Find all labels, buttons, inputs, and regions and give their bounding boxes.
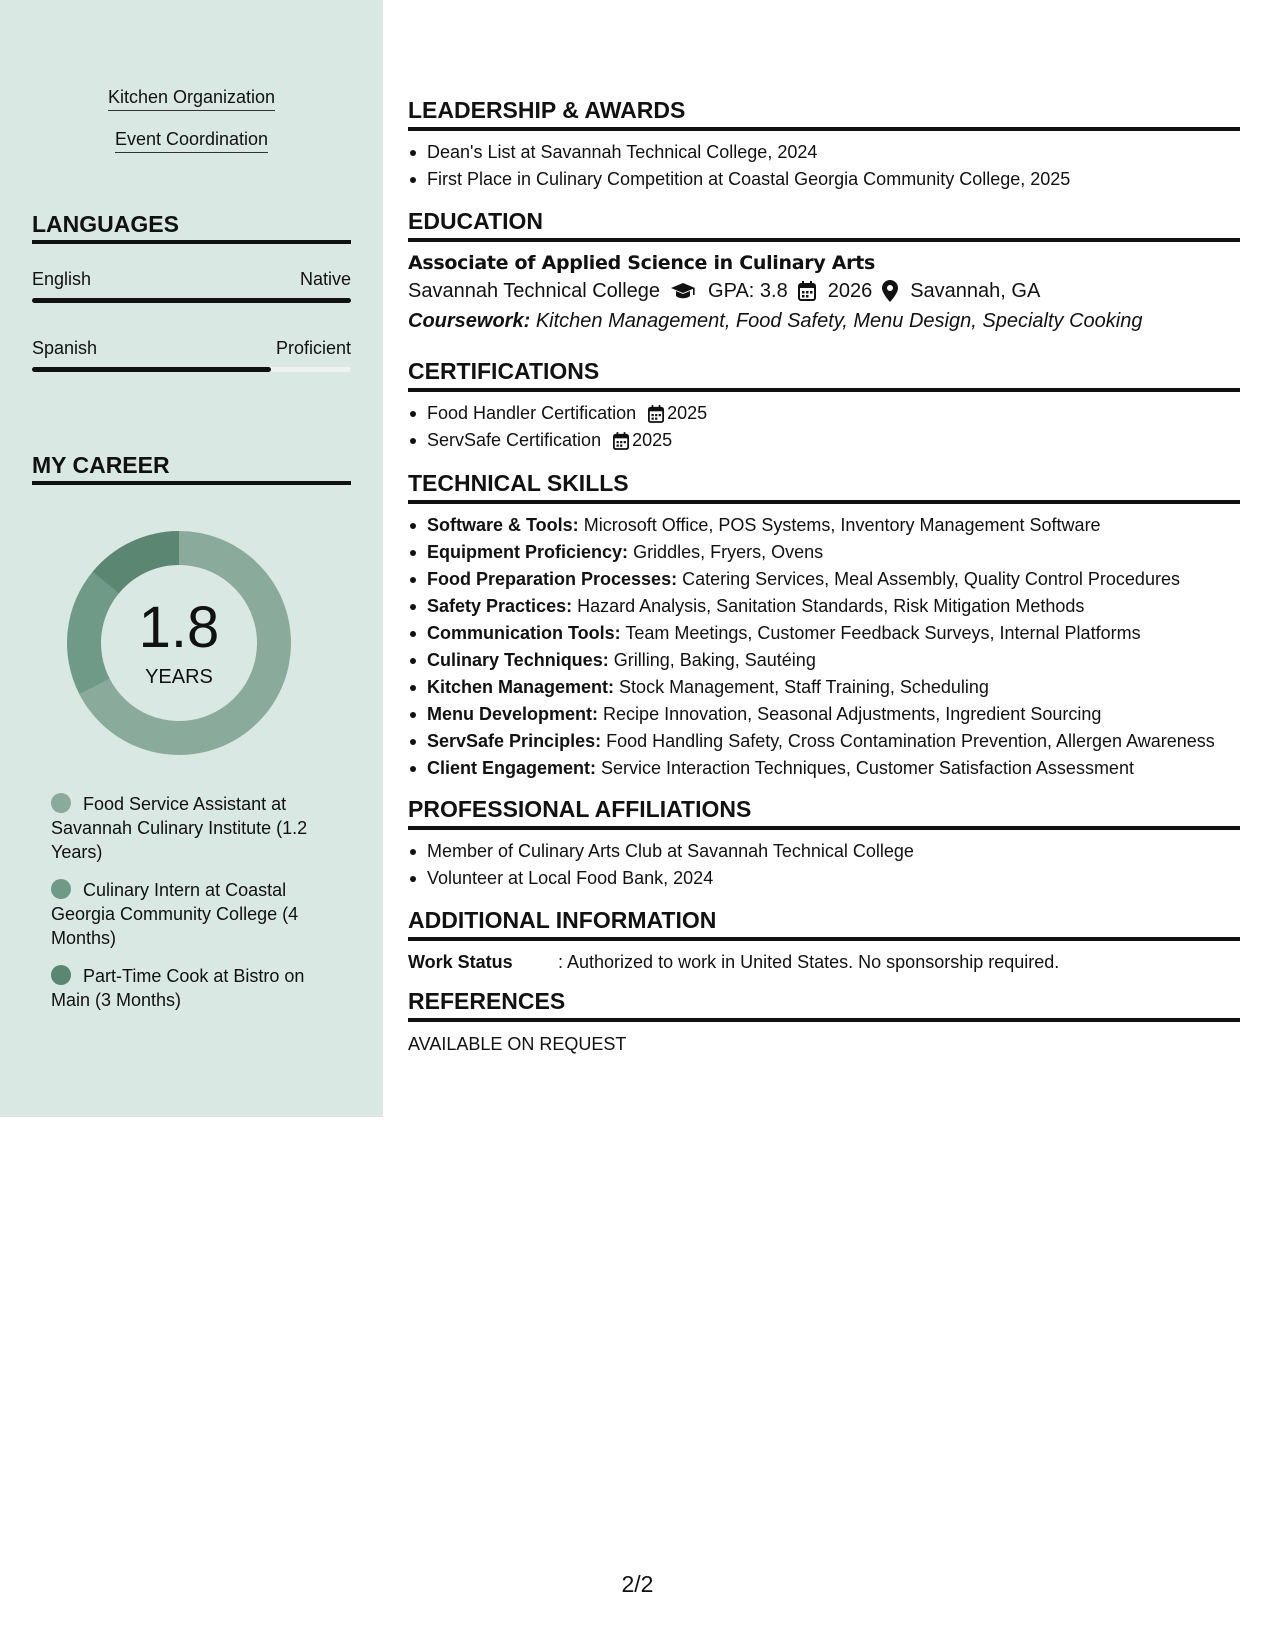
career-item-text: Food Service Assistant at Savannah Culinary Institute (1.2 Years) xyxy=(51,794,308,862)
calendar-icon xyxy=(648,405,664,423)
skill-value: Grilling, Baking, Sautéing xyxy=(613,650,816,670)
language-name: English xyxy=(32,269,92,289)
location-pin-icon xyxy=(882,280,898,302)
work-status-value: : Authorized to work in United States. No sponsorship required. xyxy=(558,952,1060,972)
skill-label: Client Engagement: xyxy=(427,758,597,778)
references-text: AVAILABLE ON REQUEST xyxy=(408,1034,627,1054)
coursework-label: Coursework: xyxy=(408,310,531,332)
calendar-icon xyxy=(613,432,629,450)
list-item xyxy=(408,400,1240,427)
skill-label: Food Preparation Processes: xyxy=(427,569,678,589)
list-item xyxy=(408,593,1240,620)
sidebar xyxy=(0,0,383,1117)
section-education xyxy=(408,207,1240,336)
career-total-unit: YEARS xyxy=(145,666,213,688)
skill-tag-kitchen-organization: Kitchen Organization xyxy=(108,86,275,111)
section-affiliations xyxy=(408,795,1240,892)
gpa: GPA: 3.8 xyxy=(708,280,788,302)
skill-value: Team Meetings, Customer Feedback Surveys, Internal Platforms xyxy=(625,623,1141,643)
career-item-text: Culinary Intern at Coastal Georgia Community College (4 Months) xyxy=(51,880,299,948)
language-bar-spanish xyxy=(32,367,351,372)
section-certifications xyxy=(408,357,1240,454)
list-item xyxy=(408,674,1240,701)
calendar-icon xyxy=(798,281,816,301)
section-title: LEADERSHIP & AWARDS xyxy=(408,96,1240,131)
skill-value: Hazard Analysis, Sanitation Standards, Risk Mitigation Methods xyxy=(577,596,1085,616)
certification-year: 2025 xyxy=(632,430,673,450)
work-status-row xyxy=(408,949,1240,976)
certification-name: ServSafe Certification xyxy=(427,430,602,450)
list-item xyxy=(408,755,1240,782)
career-item xyxy=(51,792,341,864)
career-heading: MY CAREER xyxy=(32,451,351,485)
list-item: First Place in Culinary Competition at Coastal Georgia Community College, 2025 xyxy=(408,166,1240,193)
skill-label: Equipment Proficiency: xyxy=(427,542,629,562)
skill-value: Service Interaction Techniques, Customer Satisfaction Assessment xyxy=(601,758,1134,778)
language-row-spanish xyxy=(32,337,351,359)
skill-label: Culinary Techniques: xyxy=(427,650,609,670)
section-title: TECHNICAL SKILLS xyxy=(408,469,1240,504)
section-title: REFERENCES xyxy=(408,987,1240,1022)
language-bar-english xyxy=(32,298,351,303)
section-technical-skills xyxy=(408,469,1240,782)
career-dot xyxy=(51,965,71,985)
career-item-text: Part-Time Cook at Bistro on Main (3 Months) xyxy=(51,966,305,1010)
degree-title: Associate of Applied Science in Culinary Arts xyxy=(408,252,875,274)
section-title: EDUCATION xyxy=(408,207,1240,242)
skill-value: Stock Management, Staff Training, Scheduling xyxy=(619,677,989,697)
list-item xyxy=(408,512,1240,539)
skill-value: Microsoft Office, POS Systems, Inventory Management Software xyxy=(583,515,1101,535)
coursework xyxy=(408,306,1240,336)
section-references xyxy=(408,987,1240,1058)
skill-label: ServSafe Principles: xyxy=(427,731,602,751)
languages-heading: LANGUAGES xyxy=(32,210,351,244)
list-item xyxy=(408,427,1240,454)
education-details xyxy=(408,276,1240,306)
list-item xyxy=(408,728,1240,755)
language-row-english xyxy=(32,268,351,290)
skill-label: Software & Tools: xyxy=(427,515,579,535)
skill-label: Safety Practices: xyxy=(427,596,573,616)
language-name: Spanish xyxy=(32,338,98,358)
career-total-years: 1.8 xyxy=(138,595,220,660)
career-list xyxy=(51,792,341,1026)
section-title: CERTIFICATIONS xyxy=(408,357,1240,392)
skill-value: Griddles, Fryers, Ovens xyxy=(633,542,824,562)
certification-year: 2025 xyxy=(667,403,708,423)
school-name: Savannah Technical College xyxy=(408,280,661,302)
skill-label: Kitchen Management: xyxy=(427,677,615,697)
list-item xyxy=(408,566,1240,593)
language-level: Native xyxy=(299,269,351,289)
skill-label: Menu Development: xyxy=(427,704,599,724)
skill-tag-event-coordination: Event Coordination xyxy=(115,128,268,153)
career-dot xyxy=(51,879,71,899)
graduation-year: 2026 xyxy=(827,280,873,302)
section-additional-information xyxy=(408,906,1240,976)
skill-label: Communication Tools: xyxy=(427,623,621,643)
school-location: Savannah, GA xyxy=(910,280,1041,302)
list-item: Dean's List at Savannah Technical College, 2024 xyxy=(408,139,1240,166)
section-leadership xyxy=(408,96,1240,193)
graduation-cap-icon xyxy=(670,282,696,300)
certification-name: Food Handler Certification xyxy=(427,403,637,423)
career-item xyxy=(51,964,341,1012)
language-bar-fill xyxy=(32,298,351,303)
skill-value: Food Handling Safety, Cross Contamination Prevention, Allergen Awareness xyxy=(606,731,1215,751)
work-status-key: Work Status xyxy=(408,952,513,972)
coursework-list: Kitchen Management, Food Safety, Menu Design, Specialty Cooking xyxy=(535,310,1143,332)
list-item xyxy=(408,701,1240,728)
language-level: Proficient xyxy=(275,338,351,358)
section-title: PROFESSIONAL AFFILIATIONS xyxy=(408,795,1240,830)
career-dot xyxy=(51,793,71,813)
list-item: Member of Culinary Arts Club at Savannah Technical College xyxy=(408,838,1240,865)
list-item xyxy=(408,620,1240,647)
list-item xyxy=(408,647,1240,674)
section-title: ADDITIONAL INFORMATION xyxy=(408,906,1240,941)
list-item xyxy=(408,539,1240,566)
skill-value: Recipe Innovation, Seasonal Adjustments, Ingredient Sourcing xyxy=(603,704,1102,724)
career-item xyxy=(51,878,341,950)
skill-value: Catering Services, Meal Assembly, Quality Control Procedures xyxy=(682,569,1180,589)
page-number: 2/2 xyxy=(621,1571,654,1597)
language-bar-fill xyxy=(32,367,271,372)
skill-tags xyxy=(32,86,351,170)
list-item: Volunteer at Local Food Bank, 2024 xyxy=(408,865,1240,892)
